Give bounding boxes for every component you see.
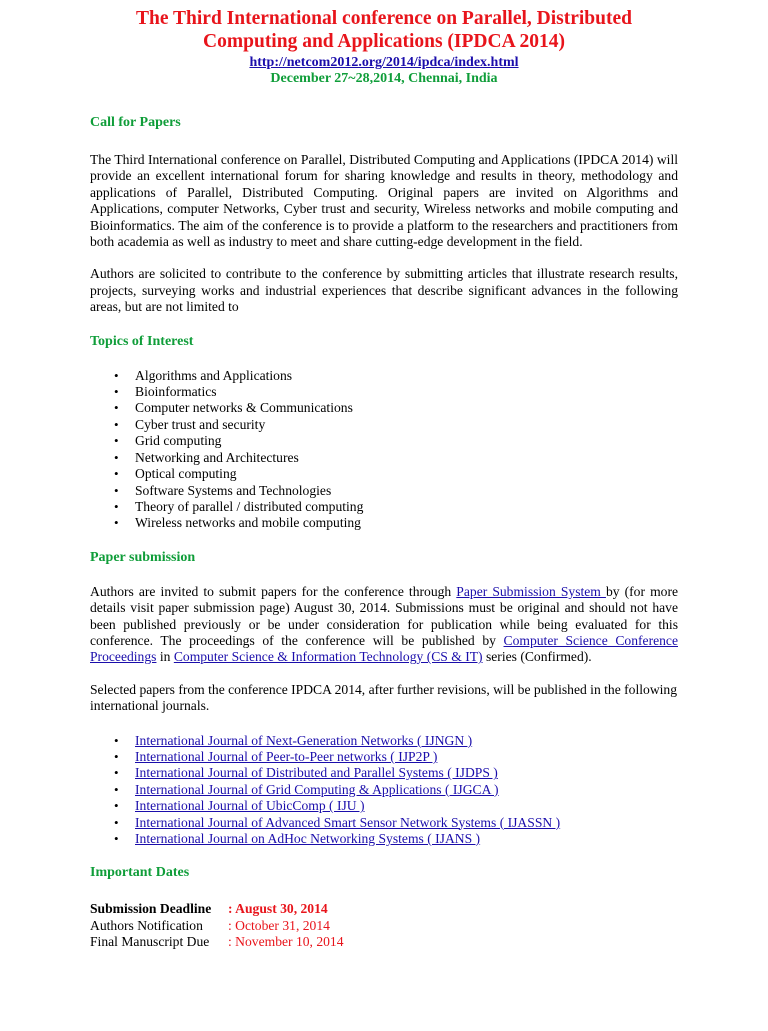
list-item: • Theory of parallel / distributed computing — [135, 499, 678, 515]
list-item: • Optical computing — [135, 466, 678, 482]
title-line-1: The Third International conference on Parallel, Distributed — [136, 8, 632, 29]
selected-papers-paragraph: Selected papers from the conference IPDCA 2014, after further revisions, will be published in the following international journals. — [90, 681, 678, 714]
submission-text-b: by (for more details visit paper submission page) August 30, 2014. Submissions must be original and should not have been published previously or be under consideration for publication while being evaluated for this conference. The proceedings of the conference will be published by — [90, 583, 678, 648]
journals-list — [90, 733, 678, 848]
journal-link-ijngn[interactable]: International Journal of Next-Generation Networks ( IJNGN ) — [135, 732, 473, 748]
page-title — [60, 7, 708, 53]
call-for-papers-heading: Call for Papers — [90, 115, 181, 130]
list-item — [135, 798, 678, 814]
topics-list — [90, 368, 678, 532]
submission-text-a: Authors are invited to submit papers for the conference through — [90, 583, 457, 599]
cs-conference-proceedings-link[interactable]: Computer Science Conference Proceedings — [90, 632, 678, 665]
important-dates-heading: Important Dates — [90, 865, 190, 881]
date-value: : August 30, 2014 — [228, 901, 328, 917]
list-item: • Bioinformatics — [135, 384, 678, 400]
call-for-papers-paragraph-2: Authors are solicited to contribute to the conference by submitting articles that illustrate research results, projects, surveying works and industrial experiences that describe significant advances in the following areas, but are not limited to — [90, 266, 678, 315]
date-label: Final Manuscript Due — [90, 934, 210, 950]
conference-url-line — [90, 55, 678, 71]
date-value: : November 10, 2014 — [228, 934, 344, 950]
submission-paragraph — [90, 584, 678, 666]
date-value: : October 31, 2014 — [228, 917, 330, 933]
dates-row-final-manuscript — [90, 934, 678, 950]
document-page — [0, 7, 768, 1031]
journal-link-iju[interactable]: International Journal of UbicComp ( IJU ) — [135, 798, 365, 814]
important-dates-table — [90, 901, 678, 950]
paper-submission-heading: Paper submission — [90, 549, 196, 565]
conference-url-link[interactable]: http://netcom2012.org/2014/ipdca/index.html — [249, 55, 519, 70]
topics-heading: Topics of Interest — [90, 333, 194, 349]
list-item: • Wireless networks and mobile computing — [135, 515, 678, 531]
date-location: December 27~28,2014, Chennai, India — [270, 71, 498, 86]
paper-submission-system-link[interactable]: Paper Submission System — [456, 583, 606, 599]
journal-link-ijans[interactable]: International Journal on AdHoc Networking Systems ( IJANS ) — [135, 831, 481, 846]
list-item: • Software Systems and Technologies — [135, 483, 678, 499]
list-item: • Computer networks & Communications — [135, 400, 678, 416]
dates-row-submission — [90, 901, 678, 917]
date-label: Submission Deadline — [90, 901, 212, 917]
dates-row-notification — [90, 918, 678, 934]
list-item: • Networking and Architectures — [135, 450, 678, 466]
cs-it-link[interactable]: Computer Science & Information Technology (CS & IT) — [173, 649, 483, 665]
list-item — [135, 831, 678, 847]
submission-text-c: in — [156, 649, 174, 665]
call-for-papers-paragraph-1: The Third International conference on Parallel, Distributed Computing and Applications (IPDCA 2014) will provide an excellent international forum for sharing knowledge and results in theory, methodology and applications of Parallel, Distributed Computing. Original papers are invited on Algorithms and Applications, computer Networks, Cyber trust and security, Wireless networks and mobile computing and Bioinformatics. The aim of the conference is to provide a platform to the researchers and practitioners from both academia as well as industry to meet and share cutting-edge development in the field. — [90, 152, 678, 250]
date-label: Authors Notification — [90, 917, 203, 933]
title-line-2: Computing and Applications (IPDCA 2014) — [203, 31, 565, 52]
list-item — [135, 815, 678, 831]
list-item: • Algorithms and Applications — [135, 368, 678, 384]
list-item: • Grid computing — [135, 433, 678, 449]
journal-link-ijdps[interactable]: International Journal of Distributed and Parallel Systems ( IJDPS ) — [135, 765, 498, 781]
journal-link-ijgca[interactable]: International Journal of Grid Computing & Applications ( IJGCA ) — [135, 781, 499, 797]
list-item — [135, 782, 678, 798]
journal-link-ijassn[interactable]: International Journal of Advanced Smart Sensor Network Systems ( IJASSN ) — [135, 814, 561, 830]
submission-text-d: series (Confirmed). — [482, 649, 592, 665]
list-item — [135, 765, 678, 781]
journal-link-ijp2p[interactable]: International Journal of Peer-to-Peer networks ( IJP2P ) — [135, 748, 438, 764]
list-item — [135, 749, 678, 765]
list-item: • Cyber trust and security — [135, 417, 678, 433]
list-item — [135, 733, 678, 749]
